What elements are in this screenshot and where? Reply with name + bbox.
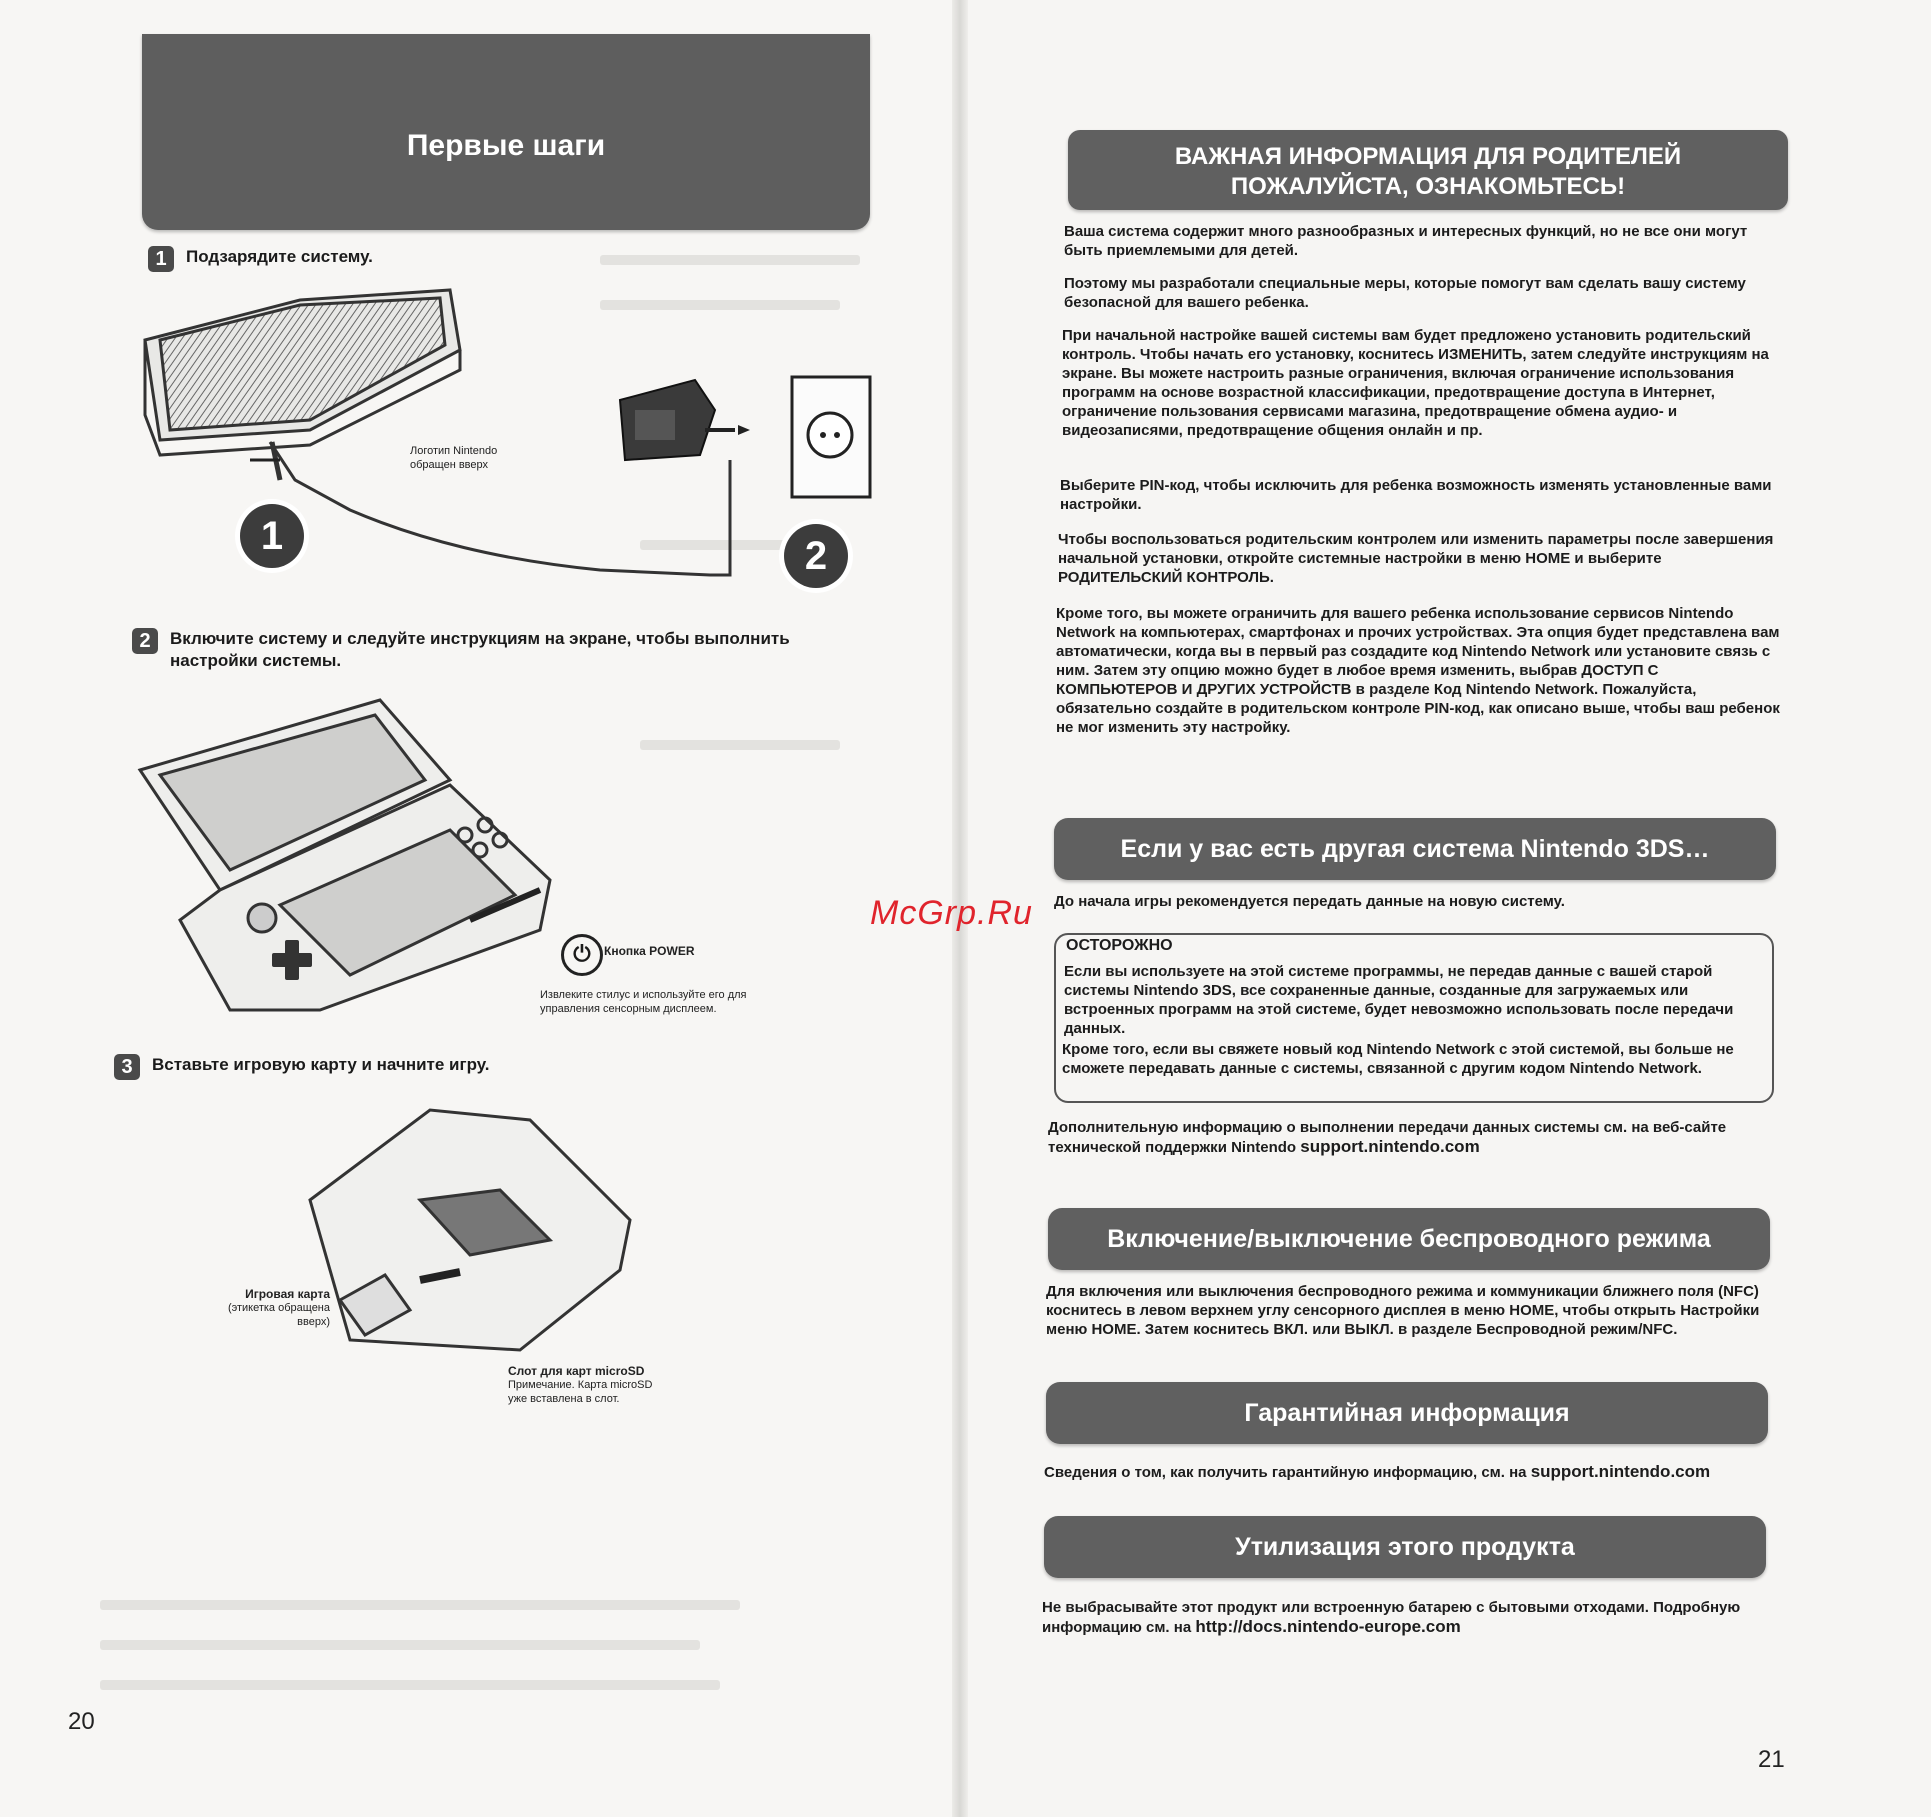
step-1-number: 1 <box>148 246 174 272</box>
disposal-docs-link[interactable]: http://docs.nintendo-europe.com <box>1195 1617 1461 1636</box>
caution-title: ОСТОРОЖНО <box>1066 937 1173 954</box>
wireless-text: Для включения или выключения беспроводного режима и коммуникации ближнего поля (NFC) коснитесь в левом верхнем углу сенсорного дисплея в меню HOME, чтобы открыть Настройки меню HOME. Затем коснитесь ВКЛ. или ВЫКЛ. в разделе Беспроводной режим/NFC. <box>1046 1283 1760 1338</box>
parents-p2: Поэтому мы разработали специальные меры, которые помогут вам сделать вашу систему безопасной для вашего ребенка. <box>1064 275 1746 311</box>
transfer-intro: До начала игры рекомендуется передать данные на новую систему. <box>1054 893 1565 910</box>
warranty-support-link[interactable]: support.nintendo.com <box>1530 1462 1711 1481</box>
game-card-title: Игровая карта <box>245 1287 330 1301</box>
logo-callout: Логотип Nintendo обращен вверх <box>410 445 498 471</box>
game-card-illustration <box>300 1100 700 1370</box>
getting-started-title: Первые шаги <box>406 129 606 162</box>
power-label: Кнопка POWER <box>604 944 695 958</box>
disposal-text <box>1042 1598 1768 1637</box>
transfer-support-link[interactable]: support.nintendo.com <box>1300 1137 1480 1156</box>
microsd-slot-title: Слот для карт microSD <box>508 1364 645 1378</box>
parents-p1: Ваша система содержит много разнообразных и интересных функций, но не все они могут быть приемлемыми для детей. <box>1064 223 1748 259</box>
transfer-more <box>1048 1118 1772 1157</box>
game-card-label <box>210 1287 330 1329</box>
step1-marker-1 <box>240 504 304 568</box>
microsd-slot-label <box>508 1364 668 1406</box>
microsd-slot-note: Примечание. Карта microSD уже вставлена в слот. <box>508 1379 653 1405</box>
wireless-header <box>1048 1208 1770 1270</box>
stylus-callout: Извлеките стилус и используйте его для управления сенсорным дисплеем. <box>540 989 747 1015</box>
step1-marker-2 <box>784 524 848 588</box>
ac-adapter-icon <box>620 380 750 460</box>
step-2-number: 2 <box>132 628 158 654</box>
warranty-title: Гарантийная информация <box>1244 1399 1570 1427</box>
console-open-illustration <box>120 690 620 1020</box>
parents-header-line2: ПОЖАЛУЙСТА, ОЗНАКОМЬТЕСЬ! <box>1230 173 1626 200</box>
caution-p2: Кроме того, если вы свяжете новый код Nintendo Network с этой системой, вы больше не сможете передавать данные с системы, связанной с другим кодом Nintendo Network. <box>1062 1041 1734 1077</box>
page-number-right: 21 <box>1758 1746 1785 1773</box>
marker-1-label: 1 <box>260 514 284 558</box>
transfer-more-text: Дополнительную информацию о выполнении передачи данных системы см. на веб-сайте технической поддержки Nintendo <box>1048 1119 1727 1156</box>
step-3-text: Вставьте игровую карту и начните игру. <box>152 1055 490 1074</box>
marker-2-label: 2 <box>804 534 828 578</box>
game-card-note: (этикетка обращена вверх) <box>227 1302 330 1328</box>
disposal-title: Утилизация этого продукта <box>1235 1533 1575 1561</box>
step-1 <box>148 246 373 272</box>
step-3-number: 3 <box>114 1054 140 1080</box>
disposal-text-body: Не выбрасывайте этот продукт или встроенную батарею с бытовыми отходами. Подробную информацию см. на <box>1042 1599 1741 1636</box>
step-3 <box>114 1054 489 1080</box>
caution-p1: Если вы используете на этой системе программы, не передав данные с вашей старой системы Nintendo 3DS, все сохраненные данные, созданные для загружаемых или встроенных программ на этой системе, будет невозможно использовать после передачи данных. <box>1064 963 1734 1037</box>
transfer-title: Если у вас есть другая система Nintendo 3DS… <box>1120 835 1710 863</box>
warranty-header <box>1046 1382 1768 1444</box>
disposal-header <box>1044 1516 1766 1578</box>
step-2 <box>132 628 832 672</box>
parents-p6: Кроме того, вы можете ограничить для вашего ребенка использование сервисов Nintendo Network на компьютерах, смартфонах и прочих устройствах. Эта опция будет представлена вам автоматически, когда вы в первый раз создадите код Nintendo Network или установите связь с ним. Затем эту опцию можно будет в любое время изменить, выбрав ДОСТУП С КОМПЬЮТЕРОВ И ДРУГИХ УСТРОЙСТВ в разделе Код Nintendo Network. Пожалуйста, обязательно создайте в родительском контроле PIN-код, как описано выше, чтобы ваш ребенок не мог изменить эту настройку. <box>1056 605 1780 736</box>
parents-header-line1: ВАЖНАЯ ИНФОРМАЦИЯ ДЛЯ РОДИТЕЛЕЙ <box>1174 143 1682 170</box>
watermark: McGrp.Ru <box>870 894 1033 932</box>
page-number-left: 20 <box>68 1708 95 1735</box>
wireless-title: Включение/выключение беспроводного режима <box>1107 1225 1711 1253</box>
warranty-text-body: Сведения о том, как получить гарантийную информацию, см. на <box>1044 1464 1527 1481</box>
step-1-text: Подзарядите систему. <box>186 247 373 266</box>
parents-p5: Чтобы воспользоваться родительским контролем или изменить параметры после завершения начальной установки, откройте системные настройки в меню HOME и выберите РОДИТЕЛЬСКИЙ КОНТРОЛЬ. <box>1058 531 1774 586</box>
warranty-text <box>1044 1462 1768 1482</box>
circle-pad-icon <box>248 904 276 932</box>
parents-p3: При начальной настройке вашей системы вам будет предложено установить родительский контроль. Чтобы начать его установку, коснитесь ИЗМЕНИТЬ, затем следуйте инструкциям на экране. Вы можете настроить разные ограничения, включая ограничение использования программ на основе возрастной классификации, предотвращение доступа в Интернет, ограничение пользования сервисами магазина, предотвращение обмена аудио- и видеозаписями, предотвращение общения онлайн и пр. <box>1062 327 1769 439</box>
getting-started-header <box>142 34 870 230</box>
power-button-icon: ⏻ <box>561 934 603 976</box>
transfer-header <box>1054 818 1776 880</box>
wall-socket-icon <box>792 377 870 497</box>
parents-p4: Выберите PIN-код, чтобы исключить для ребенка возможность изменять установленные вами настройки. <box>1060 477 1772 513</box>
step-2-text: Включите систему и следуйте инструкциям на экране, чтобы выполнить настройки системы. <box>170 629 790 670</box>
parents-info-header <box>1068 130 1788 210</box>
